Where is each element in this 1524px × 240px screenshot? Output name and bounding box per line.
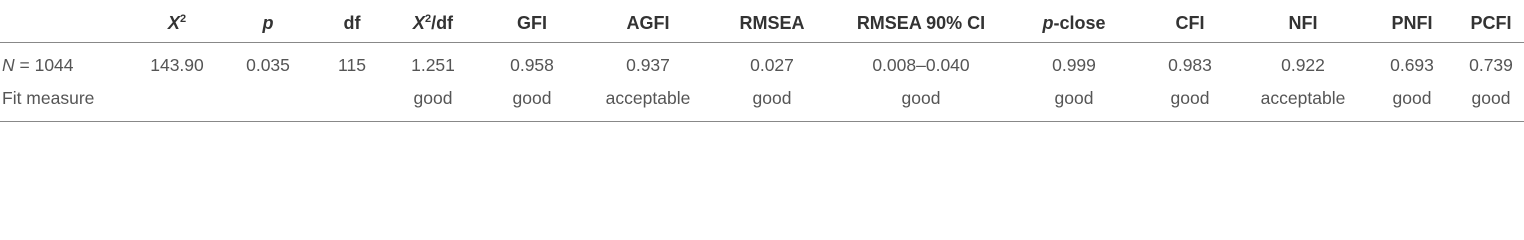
- header-chi2: $X^2$: [167, 12, 187, 33]
- header-rmsea: RMSEA: [739, 12, 805, 33]
- cell-pnfi-fit: good: [1392, 88, 1432, 108]
- cell-rmsea-ci: 0.008–0.040: [872, 55, 970, 75]
- cell-p: 0.035: [246, 55, 290, 75]
- header-empty: [0, 4, 134, 43]
- cell-gfi: 0.958: [510, 55, 554, 75]
- header-nfi: NFI: [1288, 12, 1318, 33]
- table-row-fit-measure: [0, 82, 1524, 122]
- row-label-sample-size: N = 1044: [2, 55, 74, 75]
- cell-rmsea-ci-fit: good: [901, 88, 941, 108]
- cell-agfi-fit: acceptable: [605, 88, 691, 108]
- cell-gfi-fit: good: [512, 88, 552, 108]
- cell-chi2-df-fit: good: [413, 88, 453, 108]
- cell-pnfi: 0.693: [1390, 55, 1434, 75]
- header-chi2-df: $X^2/df$: [412, 12, 454, 33]
- cell-rmsea: 0.027: [750, 55, 794, 75]
- header-p-close: p-close: [1042, 12, 1106, 33]
- header-cfi: CFI: [1175, 12, 1205, 33]
- header-gfi: GFI: [517, 12, 547, 33]
- cell-p-fit: [220, 82, 316, 122]
- header-pcfi: PCFI: [1470, 12, 1512, 33]
- fit-indices-table: [0, 4, 1524, 122]
- header-row: [0, 4, 1524, 43]
- cell-chi2-df: 1.251: [411, 55, 455, 75]
- cell-chi2-fit: [134, 82, 220, 122]
- cell-pcfi: 0.739: [1469, 55, 1513, 75]
- cell-rmsea-fit: good: [752, 88, 792, 108]
- cell-nfi: 0.922: [1281, 55, 1325, 75]
- cell-df-fit: [316, 82, 388, 122]
- row-label-fit-measure: Fit measure: [2, 88, 95, 108]
- table-row-values: [0, 43, 1524, 83]
- cell-p-close-fit: good: [1054, 88, 1094, 108]
- cell-nfi-fit: acceptable: [1260, 88, 1346, 108]
- cell-df: 115: [338, 55, 366, 75]
- cell-pcfi-fit: good: [1471, 88, 1511, 108]
- cell-cfi-fit: good: [1170, 88, 1210, 108]
- header-rmsea-ci: RMSEA 90% CI: [856, 12, 986, 33]
- cell-chi2: 143.90: [150, 55, 204, 75]
- header-p: p: [262, 12, 274, 33]
- header-pnfi: PNFI: [1391, 12, 1433, 33]
- header-agfi: AGFI: [626, 12, 670, 33]
- cell-cfi: 0.983: [1168, 55, 1212, 75]
- header-df: df: [343, 12, 361, 33]
- cell-p-close: 0.999: [1052, 55, 1096, 75]
- cell-agfi: 0.937: [626, 55, 670, 75]
